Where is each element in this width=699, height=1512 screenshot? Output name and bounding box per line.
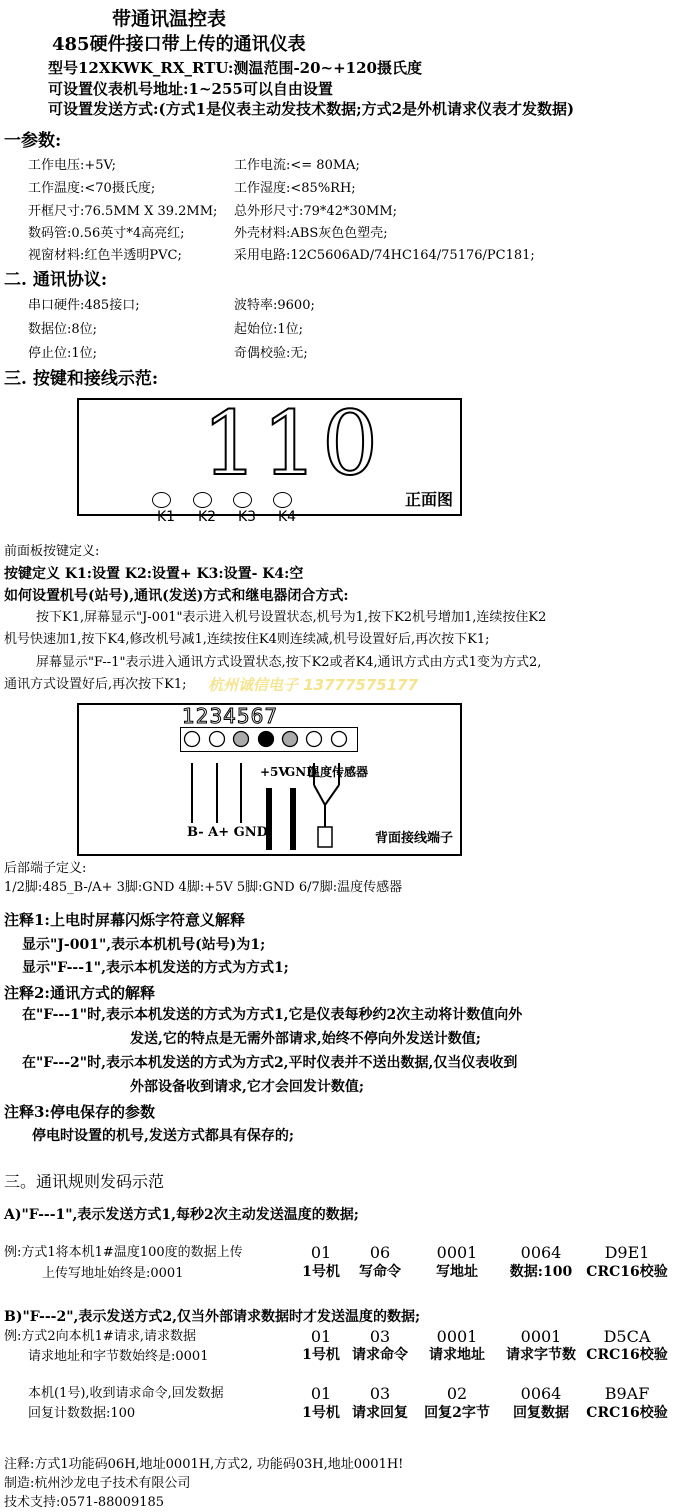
label-bus: B- A+ GND: [187, 825, 268, 840]
k3-label: K3: [238, 509, 257, 525]
footer-support: 技术支持:0571-88009185: [4, 1495, 165, 1510]
code-description: CRC16校验: [586, 1347, 668, 1363]
k1-key[interactable]: [152, 492, 171, 508]
code-description: CRC16校验: [586, 1405, 668, 1421]
front-view-label: 正面图: [405, 490, 454, 509]
instruction-text: 按下K1,屏幕显示"J-001"表示进入机号设置状态,机号为1,按下K2机号增加1,连续按住K2: [36, 610, 547, 625]
code-value: 03: [369, 1384, 391, 1403]
model-line: 型号12XKWK_RX_RTU:测温范围-20~+120摄氏度: [48, 59, 422, 77]
note2-line: 在"F---1"时,表示本机发送的方式为方式1,它是仪表每秒约2次主动将计数值向外: [22, 1007, 523, 1023]
rule-b-example: 请求地址和字节数始终是:0001: [28, 1349, 209, 1364]
instruction-text: 机号快速加1,按下K4,修改机号减1,连续按住K4则连续减,机号设置好后,再次按下K1;: [4, 632, 490, 647]
wire-gnd: [290, 788, 296, 850]
sensor-probe: [318, 827, 332, 847]
code-value: 01: [310, 1384, 332, 1403]
k3-key[interactable]: [233, 492, 252, 508]
param-cell: 工作湿度:<85%RH;: [234, 181, 356, 196]
code-description: 写命令: [359, 1264, 401, 1280]
footer-maker: 制造:杭州沙龙电子技术有限公司: [4, 1476, 191, 1491]
k4-label: K4: [278, 509, 297, 525]
code-value: D9E1: [604, 1243, 650, 1262]
code-description: CRC16校验: [586, 1264, 668, 1280]
code-value: 06: [369, 1243, 391, 1262]
param-cell: 视窗材料:红色半透明PVC;: [28, 248, 182, 263]
note2-line: 外部设备收到请求,它才会回发计数值;: [130, 1079, 365, 1095]
send-mode-line: 可设置发送方式:(方式1是仪表主动发技术数据;方式2是外机请求仪表才发数据): [48, 100, 575, 118]
note2-title: 注释2:通讯方式的解释: [4, 984, 155, 1002]
param-cell: 外壳材料:ABS灰色色塑壳;: [234, 226, 388, 241]
key-definition: 按键定义 K1:设置 K2:设置+ K3:设置- K4:空: [4, 566, 304, 582]
instruction-text: 屏幕显示"F--1"表示进入通讯方式设置状态,按下K2或者K4,通讯方式由方式1变为方式2,: [36, 655, 542, 670]
note3-line: 停电时设置的机号,发送方式都具有保存的;: [32, 1128, 295, 1144]
protocol-cell: 串口硬件:485接口;: [28, 298, 140, 313]
how-to-heading: 如何设置机号(站号),通讯(发送)方式和继电器闭合方式:: [4, 588, 349, 604]
code-description: 请求字节数: [506, 1347, 576, 1363]
protocol-cell: 波特率:9600;: [234, 298, 315, 313]
k2-key[interactable]: [193, 492, 212, 508]
doc-subtitle: 485硬件接口带上传的通讯仪表: [52, 34, 306, 55]
rear-def: 后部端子定义:: [4, 861, 87, 876]
sensor-fork: [314, 785, 339, 805]
protocol-cell: 起始位:1位;: [234, 322, 304, 337]
note2-line: 在"F---2"时,表示本机发送的方式为方式2,平时仪表并不送出数据,仅当仪表收到: [22, 1055, 518, 1071]
code-description: 回复2字节: [424, 1405, 490, 1421]
rule-c-example: 回复计数数据:100: [28, 1406, 136, 1421]
rules-heading: 三。通讯规则发码示范: [4, 1172, 165, 1191]
pin-numbers: 1234567: [182, 704, 279, 728]
param-cell: 数码管:0.56英寸*4高亮红;: [28, 226, 185, 241]
code-value: 0064: [520, 1243, 562, 1262]
terminal-pin-2: [210, 732, 225, 747]
terminal-pin-3: [234, 732, 249, 747]
terminal-pin-6: [307, 732, 322, 747]
code-value: 03: [369, 1327, 391, 1346]
rule-a-title: A)"F---1",表示发送方式1,每秒2次主动发送温度的数据;: [4, 1207, 359, 1223]
code-description: 1号机: [302, 1264, 340, 1280]
params-heading: 一参数:: [4, 131, 62, 151]
code-value: 01: [310, 1243, 332, 1262]
code-value: B9AF: [604, 1384, 650, 1403]
label-5v: +5V: [260, 765, 288, 779]
param-cell: 总外形尺寸:79*42*30MM;: [234, 204, 398, 219]
protocol-cell: 停止位:1位;: [28, 346, 98, 361]
note1-line: 显示"J-001",表示本机机号(站号)为1;: [22, 937, 266, 953]
rule-a-example: 上传写地址始终是:0001: [42, 1266, 184, 1281]
terminal-pin-7: [332, 732, 347, 747]
code-description: 1号机: [302, 1347, 340, 1363]
param-cell: 采用电路:12C5606AD/74HC164/75176/PC181;: [234, 248, 535, 263]
code-description: 1号机: [302, 1405, 340, 1421]
rear-pins: 1/2脚:485_B-/A+ 3脚:GND 4脚:+5V 5脚:GND 6/7脚:温度传感器: [4, 880, 403, 895]
k1-label: K1: [157, 509, 176, 525]
label-sensor: 温度传感器: [308, 765, 369, 779]
code-value: 01: [310, 1327, 332, 1346]
rule-b-example: 例:方式2向本机1#请求,请求数据: [4, 1329, 196, 1344]
k2-label: K2: [198, 509, 217, 525]
param-cell: 开框尺寸:76.5MM X 39.2MM;: [28, 204, 218, 219]
front-panel-def: 前面板按键定义:: [4, 544, 100, 559]
code-value: D5CA: [603, 1327, 651, 1346]
address-line: 可设置仪表机号地址:1~255可以自由设置: [48, 80, 333, 98]
doc-title: 带通讯温控表: [112, 8, 227, 30]
code-value: 0064: [520, 1384, 562, 1403]
back-panel-diagram: [77, 703, 462, 856]
protocol-cell: 数据位:8位;: [28, 322, 98, 337]
watermark-text: 杭州诚信电子 13777575177: [208, 676, 419, 694]
param-cell: 工作温度:<70摄氏度;: [28, 181, 156, 196]
param-cell: 工作电流:<= 80MA;: [234, 158, 360, 173]
code-description: 写地址: [436, 1264, 478, 1280]
label-gnd: GND: [285, 765, 317, 779]
note3-title: 注释3:停电保存的参数: [4, 1103, 155, 1121]
keys-heading: 三. 按键和接线示范:: [4, 369, 159, 389]
back-view-label: 背面接线端子: [375, 831, 454, 846]
code-value: 0001: [520, 1327, 562, 1346]
rule-c-example: 本机(1号),收到请求命令,回发数据: [28, 1386, 224, 1401]
k4-key[interactable]: [273, 492, 292, 508]
terminal-pin-4: [259, 732, 274, 747]
note1-line: 显示"F---1",表示本机发送的方式为方式1;: [22, 960, 289, 976]
code-value: 0001: [436, 1243, 478, 1262]
param-cell: 工作电压:+5V;: [28, 158, 117, 173]
terminal-pin-1: [185, 732, 200, 747]
code-description: 数据:100: [509, 1264, 573, 1280]
code-description: 请求地址: [429, 1347, 485, 1363]
wire-5v: [266, 788, 272, 850]
instruction-text: 通讯方式设置好后,再次按下K1;: [4, 677, 187, 692]
code-description: 请求回复: [352, 1405, 408, 1421]
rule-b-title: B)"F---2",表示发送方式2,仅当外部请求数据时才发送温度的数据;: [4, 1309, 421, 1325]
digit-display: 110: [202, 392, 382, 495]
footer-note: 注释:方式1功能码06H,地址0001H,方式2, 功能码03H,地址0001H!: [4, 1457, 404, 1472]
note1-title: 注释1:上电时屏幕闪烁字符意义解释: [4, 911, 245, 929]
protocol-cell: 奇偶校验:无;: [234, 346, 308, 361]
code-value: 0001: [436, 1327, 478, 1346]
rule-a-example: 例:方式1将本机1#温度100度的数据上传: [4, 1245, 243, 1260]
note2-line: 发送,它的特点是无需外部请求,始终不停向外发送计数值;: [130, 1031, 481, 1047]
terminal-pin-5: [283, 732, 298, 747]
code-description: 回复数据: [513, 1405, 569, 1421]
code-description: 请求命令: [352, 1347, 408, 1363]
code-value: 02: [446, 1384, 468, 1403]
protocol-heading: 二. 通讯协议:: [4, 270, 108, 290]
front-panel-diagram: [77, 392, 462, 525]
